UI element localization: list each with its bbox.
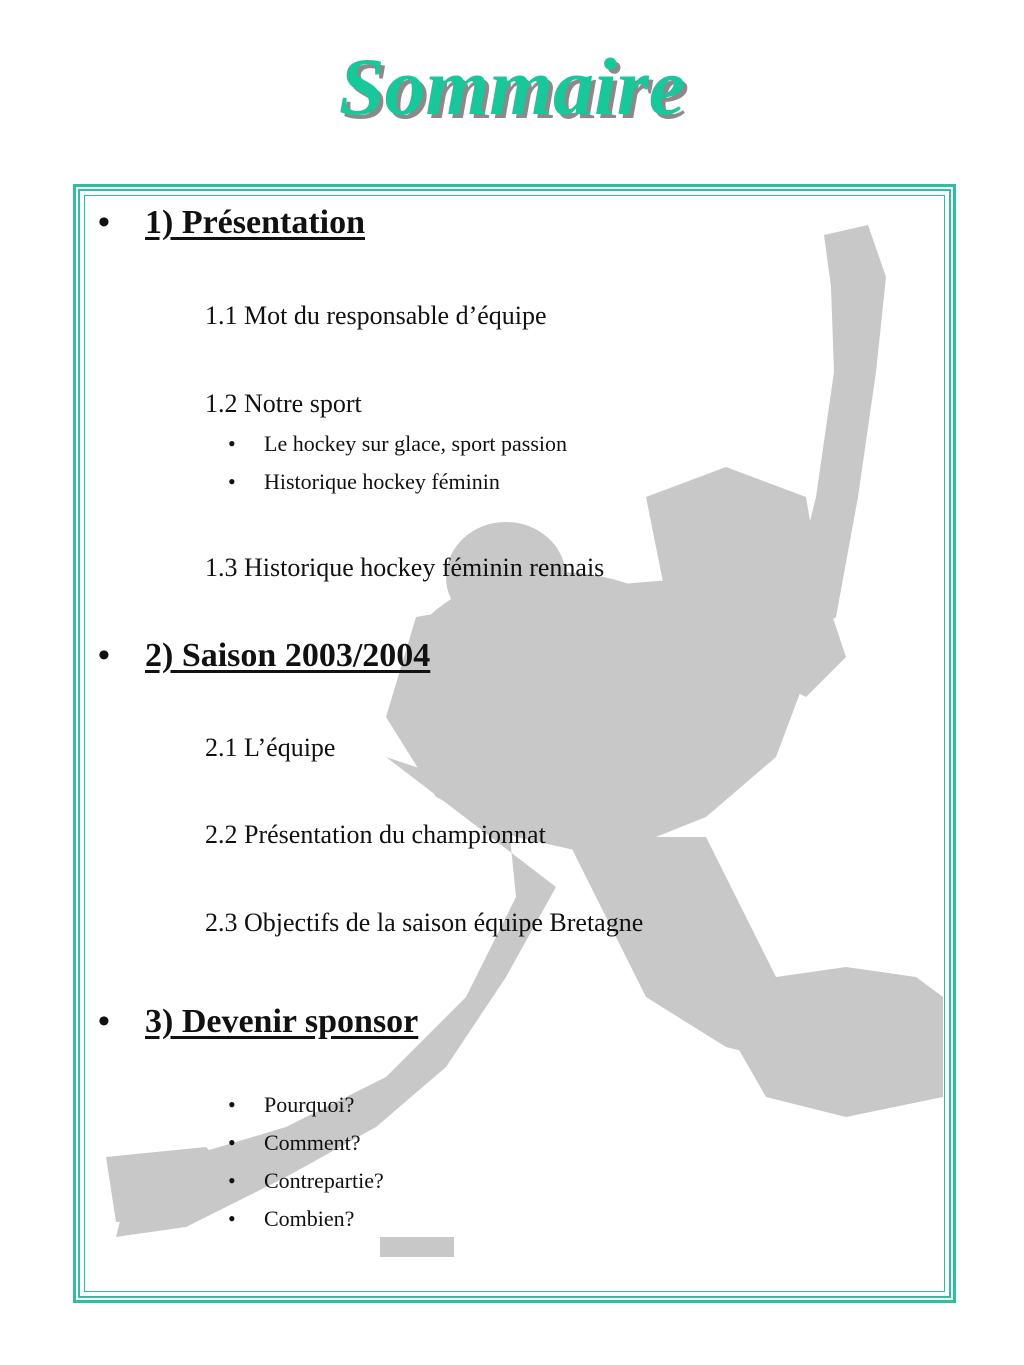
subsection-2-3: 2.3 Objectifs de la saison équipe Bretagne bbox=[205, 908, 644, 937]
bullet-icon: • bbox=[228, 469, 236, 494]
list-item-text: Le hockey sur glace, sport passion bbox=[264, 431, 568, 456]
bullet-icon: • bbox=[228, 431, 236, 456]
list-item-text: Historique hockey féminin bbox=[264, 469, 500, 494]
bullet-icon: • bbox=[98, 1003, 110, 1040]
bullet-icon: • bbox=[228, 1092, 236, 1117]
bullet-icon: • bbox=[228, 1168, 236, 1193]
bullet-icon: • bbox=[98, 204, 110, 241]
subsection-2-1: 2.1 L’équipe bbox=[205, 733, 336, 762]
section-heading-text: 3) Devenir sponsor bbox=[145, 1003, 419, 1040]
list-item-text: Contrepartie? bbox=[264, 1168, 384, 1193]
subsection-1-3: 1.3 Historique hockey féminin rennais bbox=[205, 553, 605, 582]
list-item-text: Combien? bbox=[264, 1206, 355, 1231]
bullet-icon: • bbox=[98, 637, 110, 674]
list-item-text: Comment? bbox=[264, 1130, 361, 1155]
subsection-2-2: 2.2 Présentation du championnat bbox=[205, 820, 546, 849]
subsection-1-2: 1.2 Notre sport bbox=[205, 389, 362, 418]
section-heading-text: 2) Saison 2003/2004 bbox=[145, 637, 431, 674]
section-heading-text: 1) Présentation bbox=[145, 204, 366, 241]
subsection-1-1: 1.1 Mot du responsable d’équipe bbox=[205, 301, 547, 330]
page-title: Sommaire bbox=[338, 41, 686, 132]
list-item-text: Pourquoi? bbox=[264, 1092, 355, 1117]
bullet-icon: • bbox=[228, 1206, 236, 1231]
bullet-icon: • bbox=[228, 1130, 236, 1155]
